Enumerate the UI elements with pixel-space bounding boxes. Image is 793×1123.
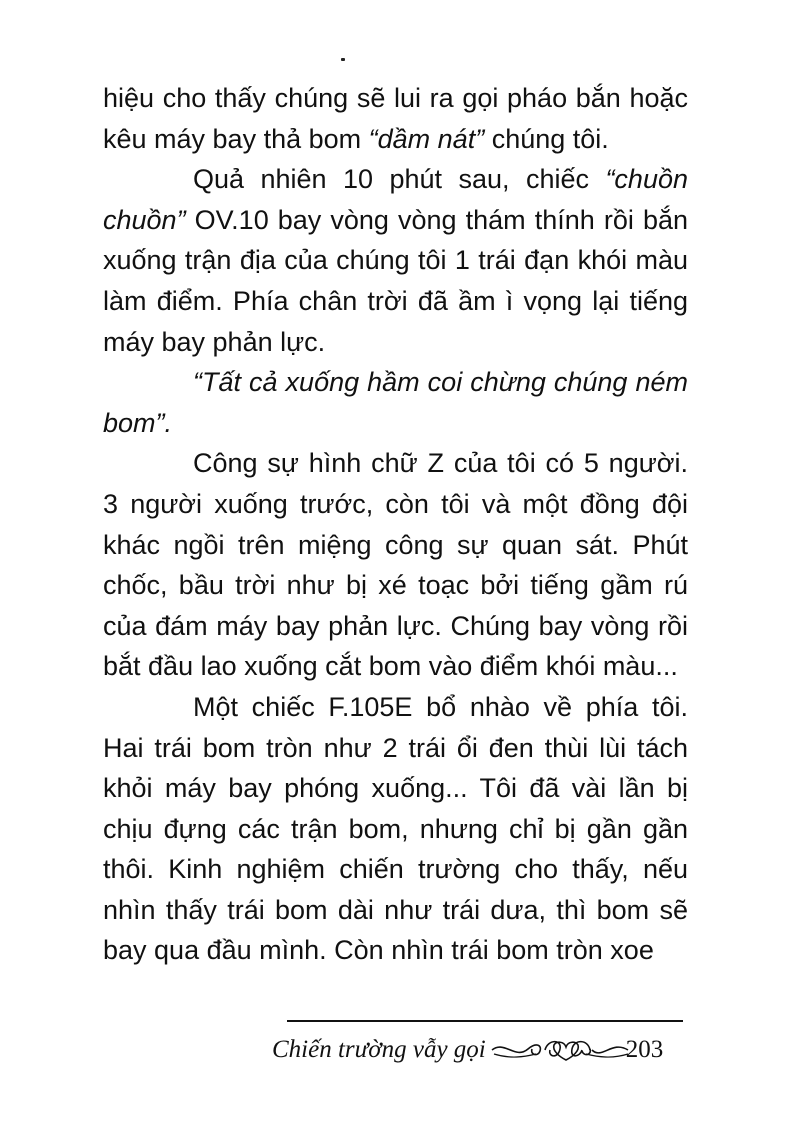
text-run: OV.10 bay vòng vòng thám thính rồi bắn xuống trận địa của chúng tôi 1 trái đạn khói màu làm điểm. Phía chân trời đã ầm ì vọng lại tiếng máy bay phản lực.: [103, 204, 688, 357]
paragraph-2: [103, 159, 688, 362]
footer-rule: [287, 1020, 683, 1022]
text-run-italic: “Tất cả xuống hầm coi chừng chúng ném bom”.: [103, 367, 688, 438]
book-title: Chiến trường vẫy gọi: [272, 1036, 486, 1063]
text-run: Quả nhiên 10 phút sau, chiếc: [193, 164, 606, 195]
stray-ink-dot: [341, 58, 345, 61]
flourish-ornament-icon: [490, 1035, 630, 1065]
text-run: hiệu cho thấy chúng sẽ lui ra gọi pháo bắn hoặc kêu máy bay thả bom: [103, 83, 688, 154]
paragraph-4: [103, 443, 688, 687]
text-run: chúng tôi.: [484, 123, 609, 154]
text-run: Công sự hình chữ Z của tôi có 5 người. 3 người xuống trước, còn tôi và một đồng đội khác ngồi trên miệng công sự quan sát. Phút chốc, bầu trời như bị xé toạc bởi tiếng gầm rú của đám máy bay phản lực. Chúng bay vòng rồi bắt đầu lao xuống cắt bom vào điểm khói màu...: [103, 448, 688, 682]
paragraph-5: [103, 687, 688, 971]
page-footer: [272, 1030, 692, 1070]
page-body: [103, 78, 688, 971]
text-run: Một chiếc F.105E bổ nhào về phía tôi. Hai trái bom tròn như 2 trái ổi đen thùi lùi tách khỏi máy bay phóng xuống... Tôi đã vài lần bị chịu đựng các trận bom, nhưng chỉ bị gần gần thôi. Kinh nghiệm chiến trường cho thấy, nếu nhìn thấy trái bom dài như trái dưa, thì bom sẽ bay qua đầu mình. Còn nhìn trái bom tròn xoe: [103, 691, 688, 966]
text-run-italic: “chuồn chuồn”: [103, 164, 688, 235]
paragraph-1: [103, 78, 688, 159]
text-run-italic: “dầm nát”: [368, 123, 485, 154]
paragraph-3: [103, 362, 688, 443]
page-number: 203: [625, 1036, 664, 1063]
